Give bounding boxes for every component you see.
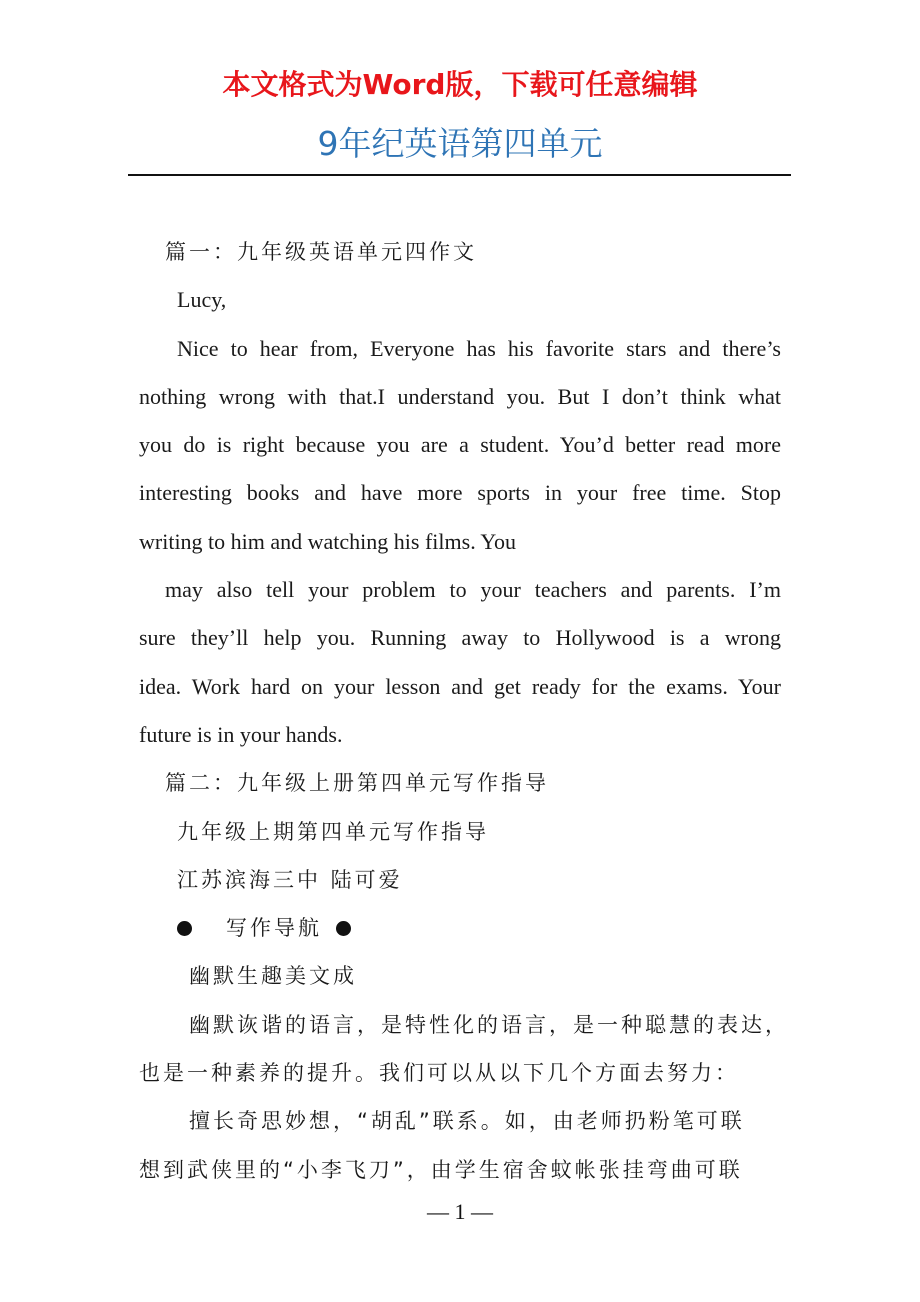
document-title: 9年纪英语第四单元 [317, 124, 603, 163]
document-body [139, 228, 789, 1194]
paragraph-line: 擅长奇思妙想，“胡乱”联系。如，由老师扔粉笔可联 [189, 1109, 745, 1134]
paragraph-line: 也是一种素养的提升。我们可以从以下几个方面去努力： [139, 1061, 739, 1086]
letter-line: you do is right because you are a student. You’d better read more [139, 432, 781, 458]
letter-line: writing to him and watching his films. You [139, 528, 517, 554]
bullet-icon [336, 921, 351, 936]
letter-line: sure they’ll help you. Running away to Hollywood is a wrong [139, 625, 781, 651]
section-nav-row [139, 904, 781, 952]
author-line: 江苏滨海三中 陆可爱 [177, 867, 403, 892]
paragraph-line: 幽默诙谐的语言，是特性化的语言，是一种聪慧的表达， [189, 1012, 789, 1037]
letter-line: future is in your hands. [139, 721, 343, 747]
section-title: 幽默生趣美文成 [189, 964, 357, 989]
paragraph-line: 想到武侠里的“小李飞刀”，由学生宿舍蚊帐张挂弯曲可联 [139, 1157, 743, 1182]
letter-line: idea. Work hard on your lesson and get ready for the exams. Your [139, 673, 781, 699]
letter-line: Nice to hear from, Everyone has his favorite stars and there’s [177, 335, 781, 361]
format-notice: 本文格式为Word版，下载可任意编辑 [222, 68, 698, 101]
title-divider [128, 174, 791, 176]
letter-salutation: Lucy, [177, 287, 227, 313]
letter-line: may also tell your problem to your teachers and parents. I’m [165, 577, 781, 603]
bullet-icon [177, 921, 192, 936]
article-two-subtitle: 九年级上期第四单元写作指导 [177, 819, 489, 844]
page-number: — 1 — [427, 1199, 493, 1224]
letter-line: nothing wrong with that.I understand you. But I don’t think what [139, 383, 781, 409]
letter-line: interesting books and have more sports in your free time. Stop [139, 480, 781, 506]
section-label: 写作导航 [226, 916, 322, 941]
article-one-heading: 篇一：九年级英语单元四作文 [165, 240, 477, 264]
article-two-heading: 篇二：九年级上册第四单元写作指导 [165, 771, 549, 796]
